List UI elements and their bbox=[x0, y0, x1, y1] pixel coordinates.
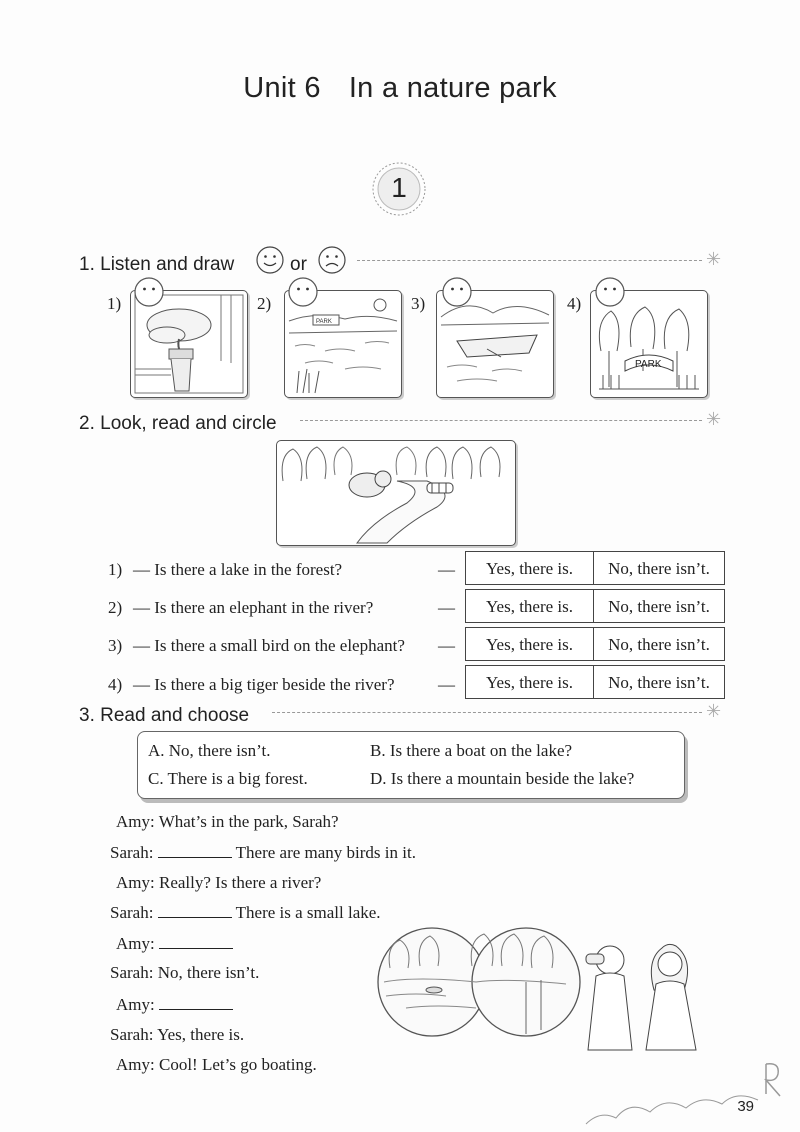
option-no[interactable]: No, there isn’t. bbox=[593, 551, 725, 585]
speaker: Amy: bbox=[116, 995, 155, 1014]
option-yes[interactable]: Yes, there is. bbox=[465, 627, 594, 661]
option-no[interactable]: No, there isn’t. bbox=[593, 665, 725, 699]
speaker: Amy: bbox=[116, 873, 155, 892]
speaker: Sarah: bbox=[110, 843, 154, 862]
question-text: — Is there a big tiger beside the river? bbox=[133, 675, 395, 694]
speaker: Sarah: bbox=[110, 1025, 154, 1044]
page-title bbox=[0, 72, 800, 105]
speaker: Sarah: bbox=[110, 963, 154, 982]
answer-dash: — bbox=[438, 636, 455, 655]
dialogue-line bbox=[116, 934, 233, 954]
answer-dash: — bbox=[438, 675, 455, 694]
option-yes[interactable]: Yes, there is. bbox=[465, 665, 594, 699]
speaker: Amy: bbox=[116, 934, 155, 953]
dialogue-line bbox=[116, 1055, 317, 1075]
dialogue-line bbox=[116, 995, 233, 1015]
dialogue-line bbox=[116, 812, 339, 832]
line-text: Yes, there is. bbox=[157, 1025, 245, 1044]
star-icon: ✳ bbox=[706, 409, 722, 429]
park-sign-small: PARK bbox=[316, 319, 332, 325]
dialogue-line bbox=[110, 903, 381, 923]
face-drawing-circle-icon[interactable] bbox=[133, 276, 165, 308]
dialogue-line bbox=[110, 843, 416, 863]
choice-a: A. No, there isn’t. bbox=[148, 741, 271, 760]
smiley-happy-icon bbox=[255, 245, 285, 275]
park-sign: PARK bbox=[635, 359, 662, 370]
section1-heading: 1. Listen and draw bbox=[79, 254, 235, 275]
item-number: 4) bbox=[567, 294, 582, 313]
item-number: 2) bbox=[257, 294, 272, 313]
line-text: There are many birds in it. bbox=[235, 843, 416, 862]
line-text: What’s in the park, Sarah? bbox=[158, 812, 339, 831]
question-number: 3) bbox=[108, 636, 123, 655]
choice-d: D. Is there a mountain beside the lake? bbox=[370, 769, 635, 788]
option-yes[interactable]: Yes, there is. bbox=[465, 551, 594, 585]
item-number: 3) bbox=[411, 294, 426, 313]
page-number: 39 bbox=[737, 1098, 754, 1115]
smiley-sad-icon bbox=[317, 245, 347, 275]
unit-title: In a nature park bbox=[348, 72, 557, 104]
question-text: — Is there an elephant in the river? bbox=[133, 598, 374, 617]
or-label: or bbox=[290, 254, 307, 275]
dialogue-line bbox=[116, 873, 321, 893]
line-text: Cool! Let’s go boating. bbox=[158, 1055, 317, 1074]
option-no[interactable]: No, there isn’t. bbox=[593, 627, 725, 661]
face-drawing-circle-icon[interactable] bbox=[594, 276, 626, 308]
option-yes[interactable]: Yes, there is. bbox=[465, 589, 594, 623]
line-text: There is a small lake. bbox=[235, 903, 381, 922]
speaker: Sarah: bbox=[110, 903, 154, 922]
question-number: 2) bbox=[108, 598, 123, 617]
item-number: 1) bbox=[107, 294, 122, 313]
option-no[interactable]: No, there isn’t. bbox=[593, 589, 725, 623]
answer-blank[interactable] bbox=[159, 995, 233, 1010]
binocular-girls-illustration bbox=[376, 920, 716, 1052]
star-icon: ✳ bbox=[706, 701, 722, 721]
section3-heading: 3. Read and choose bbox=[79, 705, 250, 726]
speaker: Amy: bbox=[116, 1055, 155, 1074]
picture-forest-river bbox=[276, 440, 516, 546]
choice-b: B. Is there a boat on the lake? bbox=[370, 741, 573, 760]
section1-divider bbox=[357, 260, 702, 261]
speaker: Amy: bbox=[116, 812, 155, 831]
lesson-number: 1 bbox=[391, 172, 407, 203]
answer-dash: — bbox=[438, 560, 455, 579]
question-text: — Is there a small bird on the elephant? bbox=[133, 636, 405, 655]
section2-heading: 2. Look, read and circle bbox=[79, 413, 277, 434]
face-drawing-circle-icon[interactable] bbox=[441, 276, 473, 308]
line-text: Really? Is there a river? bbox=[158, 873, 322, 892]
cloud-corner-decoration bbox=[580, 1040, 800, 1132]
unit-label: Unit 6 bbox=[243, 72, 321, 104]
section2-divider bbox=[300, 420, 702, 421]
question-number: 4) bbox=[108, 675, 123, 694]
dialogue-line bbox=[110, 1025, 244, 1045]
choice-c: C. There is a big forest. bbox=[148, 769, 308, 788]
dialogue-line bbox=[110, 963, 259, 983]
answer-blank[interactable] bbox=[159, 934, 233, 949]
section3-divider bbox=[272, 712, 702, 713]
star-icon: ✳ bbox=[706, 249, 722, 269]
line-text: No, there isn’t. bbox=[157, 963, 260, 982]
face-drawing-circle-icon[interactable] bbox=[287, 276, 319, 308]
question-text: — Is there a lake in the forest? bbox=[133, 560, 343, 579]
question-number: 1) bbox=[108, 560, 123, 579]
answer-blank[interactable] bbox=[158, 903, 232, 918]
answer-dash: — bbox=[438, 598, 455, 617]
answer-blank[interactable] bbox=[158, 843, 232, 858]
